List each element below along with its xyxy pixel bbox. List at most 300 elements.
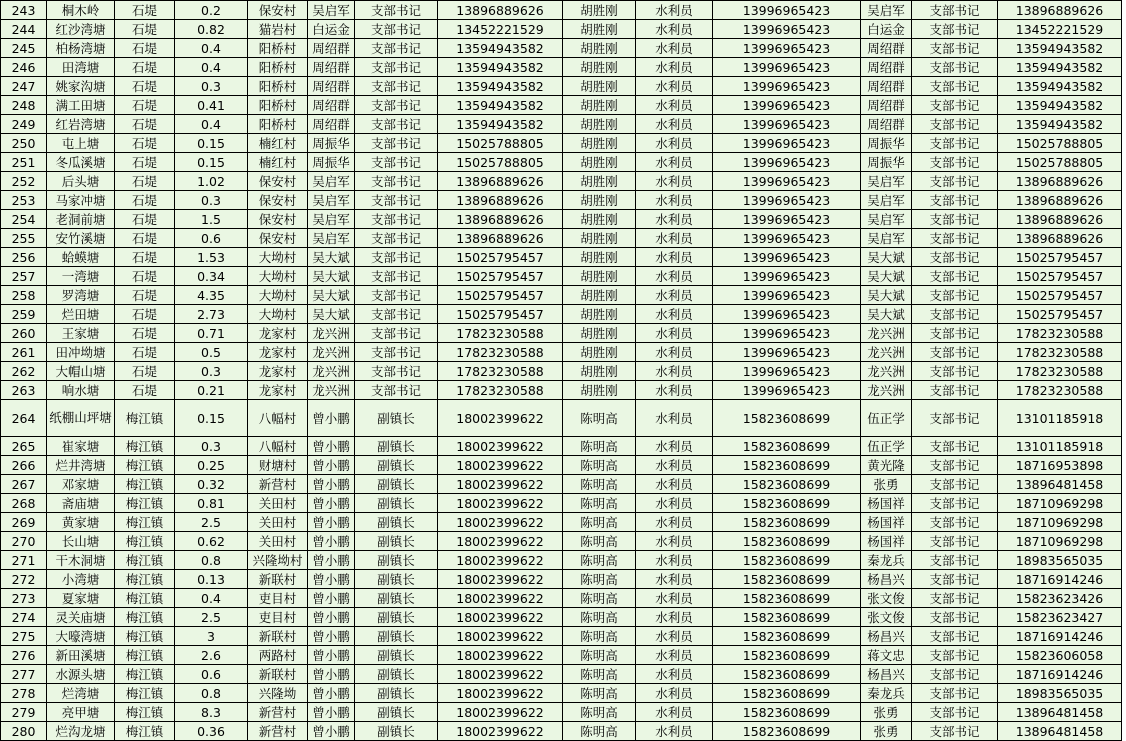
cell-tech-name[interactable]: 胡胜刚 [563, 172, 636, 191]
cell-admin-name[interactable]: 龙兴洲 [308, 381, 355, 400]
cell-admin-phone[interactable]: 18002399622 [438, 665, 563, 684]
cell-admin-title[interactable]: 副镇长 [355, 475, 438, 494]
cell-tech-phone[interactable]: 15823608699 [713, 456, 861, 475]
cell-patrol-phone[interactable]: 15025788805 [998, 153, 1122, 172]
cell-tech-title[interactable]: 水利员 [636, 77, 713, 96]
cell-tech-name[interactable]: 陈明高 [563, 400, 636, 437]
cell-patrol-title[interactable]: 支部书记 [912, 532, 998, 551]
cell-village[interactable]: 阳桥村 [248, 77, 308, 96]
cell-tech-name[interactable]: 胡胜刚 [563, 115, 636, 134]
cell-tech-name[interactable]: 胡胜刚 [563, 324, 636, 343]
cell-capacity[interactable]: 0.4 [175, 589, 248, 608]
cell-village[interactable]: 龙家村 [248, 381, 308, 400]
cell-admin-name[interactable]: 龙兴洲 [308, 324, 355, 343]
cell-row-number[interactable]: 246 [1, 58, 47, 77]
cell-admin-title[interactable]: 副镇长 [355, 608, 438, 627]
cell-patrol-title[interactable]: 支部书记 [912, 115, 998, 134]
cell-admin-title[interactable]: 支部书记 [355, 267, 438, 286]
cell-village[interactable]: 保安村 [248, 210, 308, 229]
cell-tech-phone[interactable]: 13996965423 [713, 134, 861, 153]
cell-patrol-title[interactable]: 支部书记 [912, 210, 998, 229]
cell-patrol-name[interactable]: 张勇 [861, 703, 912, 722]
cell-row-number[interactable]: 273 [1, 589, 47, 608]
cell-admin-title[interactable]: 支部书记 [355, 39, 438, 58]
cell-village[interactable]: 阳桥村 [248, 96, 308, 115]
cell-admin-phone[interactable]: 13896889626 [438, 172, 563, 191]
cell-patrol-name[interactable]: 张勇 [861, 475, 912, 494]
cell-admin-name[interactable]: 曾小鹏 [308, 513, 355, 532]
cell-town[interactable]: 石堤 [115, 305, 175, 324]
cell-tech-title[interactable]: 水利员 [636, 570, 713, 589]
cell-admin-name[interactable]: 曾小鹏 [308, 722, 355, 741]
cell-town[interactable]: 石堤 [115, 20, 175, 39]
cell-town[interactable]: 石堤 [115, 248, 175, 267]
cell-capacity[interactable]: 0.5 [175, 343, 248, 362]
cell-patrol-phone[interactable]: 13594943582 [998, 96, 1122, 115]
cell-pond-name[interactable]: 红沙湾塘 [47, 20, 115, 39]
cell-town[interactable]: 石堤 [115, 39, 175, 58]
cell-tech-title[interactable]: 水利员 [636, 39, 713, 58]
cell-village[interactable]: 新营村 [248, 703, 308, 722]
cell-pond-name[interactable]: 亮甲塘 [47, 703, 115, 722]
cell-admin-name[interactable]: 曾小鹏 [308, 570, 355, 589]
cell-tech-phone[interactable]: 13996965423 [713, 362, 861, 381]
cell-admin-title[interactable]: 支部书记 [355, 248, 438, 267]
cell-pond-name[interactable]: 邓家塘 [47, 475, 115, 494]
cell-village[interactable]: 阳桥村 [248, 58, 308, 77]
cell-pond-name[interactable]: 老洞前塘 [47, 210, 115, 229]
cell-pond-name[interactable]: 马家冲塘 [47, 191, 115, 210]
cell-admin-phone[interactable]: 18002399622 [438, 589, 563, 608]
cell-capacity[interactable]: 1.53 [175, 248, 248, 267]
cell-admin-phone[interactable]: 18002399622 [438, 513, 563, 532]
cell-admin-phone[interactable]: 13452221529 [438, 20, 563, 39]
cell-tech-phone[interactable]: 13996965423 [713, 191, 861, 210]
cell-patrol-phone[interactable]: 18710969298 [998, 494, 1122, 513]
cell-admin-name[interactable]: 曾小鹏 [308, 627, 355, 646]
cell-town[interactable]: 梅江镇 [115, 494, 175, 513]
cell-pond-name[interactable]: 王家塘 [47, 324, 115, 343]
cell-tech-title[interactable]: 水利员 [636, 400, 713, 437]
cell-patrol-phone[interactable]: 17823230588 [998, 362, 1122, 381]
cell-tech-phone[interactable]: 15823608699 [713, 494, 861, 513]
cell-capacity[interactable]: 0.36 [175, 722, 248, 741]
cell-town[interactable]: 石堤 [115, 229, 175, 248]
cell-patrol-phone[interactable]: 13452221529 [998, 20, 1122, 39]
cell-admin-title[interactable]: 支部书记 [355, 172, 438, 191]
cell-admin-phone[interactable]: 15025795457 [438, 286, 563, 305]
cell-patrol-title[interactable]: 支部书记 [912, 570, 998, 589]
cell-patrol-title[interactable]: 支部书记 [912, 437, 998, 456]
cell-town[interactable]: 石堤 [115, 58, 175, 77]
cell-patrol-title[interactable]: 支部书记 [912, 77, 998, 96]
cell-village[interactable]: 新营村 [248, 475, 308, 494]
cell-admin-title[interactable]: 支部书记 [355, 77, 438, 96]
cell-village[interactable]: 大坳村 [248, 305, 308, 324]
cell-row-number[interactable]: 258 [1, 286, 47, 305]
cell-patrol-title[interactable]: 支部书记 [912, 267, 998, 286]
cell-tech-name[interactable]: 陈明高 [563, 665, 636, 684]
cell-patrol-title[interactable]: 支部书记 [912, 494, 998, 513]
cell-tech-phone[interactable]: 15823608699 [713, 570, 861, 589]
cell-patrol-title[interactable]: 支部书记 [912, 513, 998, 532]
cell-village[interactable]: 关田村 [248, 532, 308, 551]
cell-capacity[interactable]: 2.6 [175, 646, 248, 665]
cell-admin-name[interactable]: 曾小鹏 [308, 589, 355, 608]
cell-tech-name[interactable]: 陈明高 [563, 703, 636, 722]
cell-admin-name[interactable]: 吴启军 [308, 229, 355, 248]
cell-tech-phone[interactable]: 15823608699 [713, 608, 861, 627]
cell-patrol-phone[interactable]: 15823606058 [998, 646, 1122, 665]
cell-row-number[interactable]: 261 [1, 343, 47, 362]
cell-tech-phone[interactable]: 15823608699 [713, 589, 861, 608]
cell-patrol-name[interactable]: 伍正学 [861, 400, 912, 437]
cell-tech-name[interactable]: 胡胜刚 [563, 286, 636, 305]
cell-admin-title[interactable]: 支部书记 [355, 305, 438, 324]
cell-village[interactable]: 龙家村 [248, 343, 308, 362]
cell-tech-title[interactable]: 水利员 [636, 305, 713, 324]
cell-admin-title[interactable]: 副镇长 [355, 589, 438, 608]
cell-patrol-title[interactable]: 支部书记 [912, 362, 998, 381]
cell-patrol-name[interactable]: 杨昌兴 [861, 627, 912, 646]
cell-tech-title[interactable]: 水利员 [636, 646, 713, 665]
cell-village[interactable]: 龙家村 [248, 324, 308, 343]
cell-admin-name[interactable]: 曾小鹏 [308, 475, 355, 494]
cell-patrol-name[interactable]: 伍正学 [861, 437, 912, 456]
cell-tech-title[interactable]: 水利员 [636, 96, 713, 115]
cell-capacity[interactable]: 0.62 [175, 532, 248, 551]
cell-tech-title[interactable]: 水利员 [636, 153, 713, 172]
cell-row-number[interactable]: 276 [1, 646, 47, 665]
cell-town[interactable]: 梅江镇 [115, 665, 175, 684]
cell-patrol-phone[interactable]: 13896889626 [998, 229, 1122, 248]
cell-admin-phone[interactable]: 13896889626 [438, 210, 563, 229]
cell-admin-title[interactable]: 支部书记 [355, 191, 438, 210]
cell-admin-phone[interactable]: 17823230588 [438, 343, 563, 362]
cell-patrol-phone[interactable]: 15823623426 [998, 589, 1122, 608]
cell-tech-phone[interactable]: 15823608699 [713, 722, 861, 741]
cell-village[interactable]: 大坳村 [248, 267, 308, 286]
cell-tech-title[interactable]: 水利员 [636, 381, 713, 400]
cell-tech-title[interactable]: 水利员 [636, 684, 713, 703]
cell-tech-name[interactable]: 陈明高 [563, 646, 636, 665]
cell-admin-title[interactable]: 副镇长 [355, 437, 438, 456]
cell-capacity[interactable]: 0.71 [175, 324, 248, 343]
cell-pond-name[interactable]: 小湾塘 [47, 570, 115, 589]
cell-pond-name[interactable]: 新田溪塘 [47, 646, 115, 665]
cell-tech-phone[interactable]: 13996965423 [713, 153, 861, 172]
cell-patrol-title[interactable]: 支部书记 [912, 286, 998, 305]
cell-patrol-name[interactable]: 秦龙兵 [861, 551, 912, 570]
cell-admin-phone[interactable]: 13594943582 [438, 39, 563, 58]
cell-tech-name[interactable]: 胡胜刚 [563, 305, 636, 324]
cell-patrol-title[interactable]: 支部书记 [912, 324, 998, 343]
cell-patrol-title[interactable]: 支部书记 [912, 96, 998, 115]
cell-village[interactable]: 新联村 [248, 665, 308, 684]
cell-tech-phone[interactable]: 13996965423 [713, 229, 861, 248]
cell-patrol-phone[interactable]: 13594943582 [998, 39, 1122, 58]
cell-patrol-title[interactable]: 支部书记 [912, 343, 998, 362]
cell-tech-phone[interactable]: 15823608699 [713, 665, 861, 684]
cell-tech-phone[interactable]: 13996965423 [713, 20, 861, 39]
cell-pond-name[interactable]: 斋庙塘 [47, 494, 115, 513]
cell-patrol-name[interactable]: 张勇 [861, 722, 912, 741]
cell-tech-name[interactable]: 胡胜刚 [563, 20, 636, 39]
cell-patrol-phone[interactable]: 15025795457 [998, 267, 1122, 286]
cell-patrol-name[interactable]: 吴大斌 [861, 267, 912, 286]
cell-pond-name[interactable]: 屯上塘 [47, 134, 115, 153]
cell-tech-name[interactable]: 陈明高 [563, 722, 636, 741]
cell-patrol-phone[interactable]: 17823230588 [998, 324, 1122, 343]
cell-tech-title[interactable]: 水利员 [636, 456, 713, 475]
cell-patrol-title[interactable]: 支部书记 [912, 475, 998, 494]
cell-tech-title[interactable]: 水利员 [636, 362, 713, 381]
cell-patrol-phone[interactable]: 15823623427 [998, 608, 1122, 627]
cell-tech-name[interactable]: 胡胜刚 [563, 229, 636, 248]
cell-admin-phone[interactable]: 18002399622 [438, 703, 563, 722]
cell-row-number[interactable]: 280 [1, 722, 47, 741]
cell-village[interactable]: 猫岩村 [248, 20, 308, 39]
cell-patrol-name[interactable]: 吴启军 [861, 229, 912, 248]
cell-admin-title[interactable]: 支部书记 [355, 286, 438, 305]
cell-admin-phone[interactable]: 18002399622 [438, 608, 563, 627]
cell-admin-name[interactable]: 周绍群 [308, 115, 355, 134]
cell-patrol-name[interactable]: 杨国祥 [861, 513, 912, 532]
cell-row-number[interactable]: 249 [1, 115, 47, 134]
cell-village[interactable]: 保安村 [248, 229, 308, 248]
cell-admin-name[interactable]: 吴大斌 [308, 248, 355, 267]
cell-tech-name[interactable]: 胡胜刚 [563, 153, 636, 172]
cell-tech-title[interactable]: 水利员 [636, 551, 713, 570]
cell-patrol-name[interactable]: 吴启军 [861, 172, 912, 191]
cell-patrol-name[interactable]: 吴大斌 [861, 305, 912, 324]
cell-town[interactable]: 石堤 [115, 343, 175, 362]
cell-admin-phone[interactable]: 15025788805 [438, 153, 563, 172]
cell-patrol-phone[interactable]: 13896481458 [998, 722, 1122, 741]
cell-village[interactable]: 保安村 [248, 191, 308, 210]
cell-capacity[interactable]: 1.5 [175, 210, 248, 229]
cell-capacity[interactable]: 0.13 [175, 570, 248, 589]
cell-admin-phone[interactable]: 17823230588 [438, 381, 563, 400]
cell-patrol-name[interactable]: 杨昌兴 [861, 570, 912, 589]
cell-tech-title[interactable]: 水利员 [636, 1, 713, 20]
cell-capacity[interactable]: 0.4 [175, 39, 248, 58]
cell-admin-name[interactable]: 曾小鹏 [308, 400, 355, 437]
cell-pond-name[interactable]: 黄家塘 [47, 513, 115, 532]
cell-admin-title[interactable]: 副镇长 [355, 456, 438, 475]
cell-admin-title[interactable]: 支部书记 [355, 210, 438, 229]
cell-admin-phone[interactable]: 13594943582 [438, 58, 563, 77]
cell-patrol-title[interactable]: 支部书记 [912, 684, 998, 703]
cell-capacity[interactable]: 0.4 [175, 115, 248, 134]
cell-pond-name[interactable]: 柏杨湾塘 [47, 39, 115, 58]
cell-capacity[interactable]: 2.73 [175, 305, 248, 324]
cell-admin-title[interactable]: 支部书记 [355, 20, 438, 39]
cell-admin-phone[interactable]: 18002399622 [438, 646, 563, 665]
cell-admin-title[interactable]: 支部书记 [355, 115, 438, 134]
cell-patrol-title[interactable]: 支部书记 [912, 456, 998, 475]
cell-row-number[interactable]: 277 [1, 665, 47, 684]
cell-patrol-name[interactable]: 周振华 [861, 153, 912, 172]
cell-admin-title[interactable]: 支部书记 [355, 229, 438, 248]
cell-town[interactable]: 石堤 [115, 267, 175, 286]
cell-tech-title[interactable]: 水利员 [636, 513, 713, 532]
cell-capacity[interactable]: 2.5 [175, 608, 248, 627]
cell-patrol-title[interactable]: 支部书记 [912, 722, 998, 741]
cell-patrol-title[interactable]: 支部书记 [912, 39, 998, 58]
cell-patrol-title[interactable]: 支部书记 [912, 1, 998, 20]
cell-patrol-phone[interactable]: 13896889626 [998, 191, 1122, 210]
cell-tech-title[interactable]: 水利员 [636, 248, 713, 267]
cell-town[interactable]: 石堤 [115, 115, 175, 134]
cell-admin-name[interactable]: 吴大斌 [308, 305, 355, 324]
cell-capacity[interactable]: 0.6 [175, 665, 248, 684]
cell-patrol-title[interactable]: 支部书记 [912, 551, 998, 570]
cell-tech-name[interactable]: 陈明高 [563, 589, 636, 608]
cell-admin-title[interactable]: 支部书记 [355, 324, 438, 343]
cell-tech-name[interactable]: 胡胜刚 [563, 267, 636, 286]
cell-row-number[interactable]: 266 [1, 456, 47, 475]
cell-pond-name[interactable]: 水源头塘 [47, 665, 115, 684]
cell-patrol-title[interactable]: 支部书记 [912, 646, 998, 665]
cell-admin-title[interactable]: 支部书记 [355, 362, 438, 381]
cell-patrol-name[interactable]: 杨昌兴 [861, 665, 912, 684]
cell-capacity[interactable]: 0.3 [175, 77, 248, 96]
cell-town[interactable]: 石堤 [115, 324, 175, 343]
cell-admin-title[interactable]: 支部书记 [355, 96, 438, 115]
cell-tech-name[interactable]: 胡胜刚 [563, 362, 636, 381]
cell-patrol-phone[interactable]: 15025795457 [998, 305, 1122, 324]
cell-town[interactable]: 石堤 [115, 381, 175, 400]
cell-tech-title[interactable]: 水利员 [636, 532, 713, 551]
cell-town[interactable]: 梅江镇 [115, 570, 175, 589]
cell-admin-name[interactable]: 曾小鹏 [308, 684, 355, 703]
cell-tech-name[interactable]: 陈明高 [563, 551, 636, 570]
cell-admin-name[interactable]: 周绍群 [308, 39, 355, 58]
cell-row-number[interactable]: 251 [1, 153, 47, 172]
cell-admin-phone[interactable]: 18002399622 [438, 551, 563, 570]
cell-patrol-phone[interactable]: 18710969298 [998, 532, 1122, 551]
cell-patrol-name[interactable]: 秦龙兵 [861, 684, 912, 703]
cell-capacity[interactable]: 0.34 [175, 267, 248, 286]
cell-admin-title[interactable]: 副镇长 [355, 570, 438, 589]
cell-town[interactable]: 石堤 [115, 362, 175, 381]
cell-pond-name[interactable]: 崔家塘 [47, 437, 115, 456]
cell-tech-name[interactable]: 陈明高 [563, 570, 636, 589]
cell-patrol-name[interactable]: 吴大斌 [861, 248, 912, 267]
cell-admin-name[interactable]: 曾小鹏 [308, 437, 355, 456]
cell-admin-phone[interactable]: 18002399622 [438, 494, 563, 513]
cell-tech-phone[interactable]: 13996965423 [713, 286, 861, 305]
cell-patrol-phone[interactable]: 18716914246 [998, 570, 1122, 589]
cell-tech-name[interactable]: 陈明高 [563, 684, 636, 703]
cell-row-number[interactable]: 252 [1, 172, 47, 191]
cell-row-number[interactable]: 248 [1, 96, 47, 115]
cell-admin-name[interactable]: 白运金 [308, 20, 355, 39]
cell-admin-phone[interactable]: 15025788805 [438, 134, 563, 153]
cell-admin-name[interactable]: 曾小鹏 [308, 665, 355, 684]
cell-village[interactable]: 新联村 [248, 570, 308, 589]
cell-row-number[interactable]: 255 [1, 229, 47, 248]
cell-town[interactable]: 石堤 [115, 191, 175, 210]
cell-tech-phone[interactable]: 13996965423 [713, 381, 861, 400]
cell-capacity[interactable]: 0.15 [175, 400, 248, 437]
cell-row-number[interactable]: 264 [1, 400, 47, 437]
cell-town[interactable]: 梅江镇 [115, 646, 175, 665]
cell-admin-phone[interactable]: 17823230588 [438, 324, 563, 343]
cell-admin-name[interactable]: 吴启军 [308, 1, 355, 20]
cell-patrol-title[interactable]: 支部书记 [912, 400, 998, 437]
cell-patrol-title[interactable]: 支部书记 [912, 381, 998, 400]
cell-capacity[interactable]: 0.32 [175, 475, 248, 494]
cell-row-number[interactable]: 250 [1, 134, 47, 153]
cell-tech-name[interactable]: 陈明高 [563, 627, 636, 646]
cell-patrol-name[interactable]: 吴启军 [861, 210, 912, 229]
cell-admin-title[interactable]: 副镇长 [355, 513, 438, 532]
cell-admin-title[interactable]: 支部书记 [355, 134, 438, 153]
cell-admin-title[interactable]: 支部书记 [355, 1, 438, 20]
cell-tech-phone[interactable]: 13996965423 [713, 210, 861, 229]
cell-pond-name[interactable]: 罗湾塘 [47, 286, 115, 305]
cell-pond-name[interactable]: 烂湾塘 [47, 684, 115, 703]
cell-patrol-title[interactable]: 支部书记 [912, 20, 998, 39]
cell-village[interactable]: 大坳村 [248, 248, 308, 267]
cell-town[interactable]: 石堤 [115, 134, 175, 153]
cell-village[interactable]: 两路村 [248, 646, 308, 665]
cell-patrol-phone[interactable]: 18716914246 [998, 627, 1122, 646]
cell-admin-name[interactable]: 龙兴洲 [308, 362, 355, 381]
cell-tech-phone[interactable]: 15823608699 [713, 532, 861, 551]
cell-pond-name[interactable]: 一湾塘 [47, 267, 115, 286]
cell-admin-phone[interactable]: 18002399622 [438, 532, 563, 551]
cell-town[interactable]: 梅江镇 [115, 608, 175, 627]
cell-town[interactable]: 梅江镇 [115, 400, 175, 437]
cell-town[interactable]: 石堤 [115, 286, 175, 305]
cell-admin-title[interactable]: 支部书记 [355, 343, 438, 362]
cell-tech-title[interactable]: 水利员 [636, 608, 713, 627]
cell-capacity[interactable]: 0.25 [175, 456, 248, 475]
cell-admin-name[interactable]: 周绍群 [308, 58, 355, 77]
cell-patrol-title[interactable]: 支部书记 [912, 153, 998, 172]
cell-patrol-title[interactable]: 支部书记 [912, 134, 998, 153]
cell-admin-phone[interactable]: 18002399622 [438, 475, 563, 494]
cell-row-number[interactable]: 256 [1, 248, 47, 267]
cell-pond-name[interactable]: 夏家塘 [47, 589, 115, 608]
cell-capacity[interactable]: 0.3 [175, 191, 248, 210]
cell-patrol-name[interactable]: 龙兴洲 [861, 324, 912, 343]
cell-village[interactable]: 楠红村 [248, 153, 308, 172]
cell-patrol-name[interactable]: 吴大斌 [861, 286, 912, 305]
cell-patrol-phone[interactable]: 13594943582 [998, 115, 1122, 134]
cell-town[interactable]: 梅江镇 [115, 456, 175, 475]
cell-admin-name[interactable]: 曾小鹏 [308, 551, 355, 570]
cell-row-number[interactable]: 244 [1, 20, 47, 39]
cell-admin-title[interactable]: 支部书记 [355, 58, 438, 77]
cell-patrol-name[interactable]: 周振华 [861, 134, 912, 153]
cell-pond-name[interactable]: 烂田塘 [47, 305, 115, 324]
cell-village[interactable]: 保安村 [248, 1, 308, 20]
cell-row-number[interactable]: 253 [1, 191, 47, 210]
cell-row-number[interactable]: 260 [1, 324, 47, 343]
cell-tech-name[interactable]: 陈明高 [563, 437, 636, 456]
cell-patrol-phone[interactable]: 15025795457 [998, 248, 1122, 267]
cell-admin-name[interactable]: 吴启军 [308, 210, 355, 229]
cell-admin-name[interactable]: 吴启军 [308, 191, 355, 210]
cell-town[interactable]: 梅江镇 [115, 437, 175, 456]
cell-admin-title[interactable]: 副镇长 [355, 703, 438, 722]
cell-capacity[interactable]: 0.81 [175, 494, 248, 513]
cell-tech-title[interactable]: 水利员 [636, 703, 713, 722]
